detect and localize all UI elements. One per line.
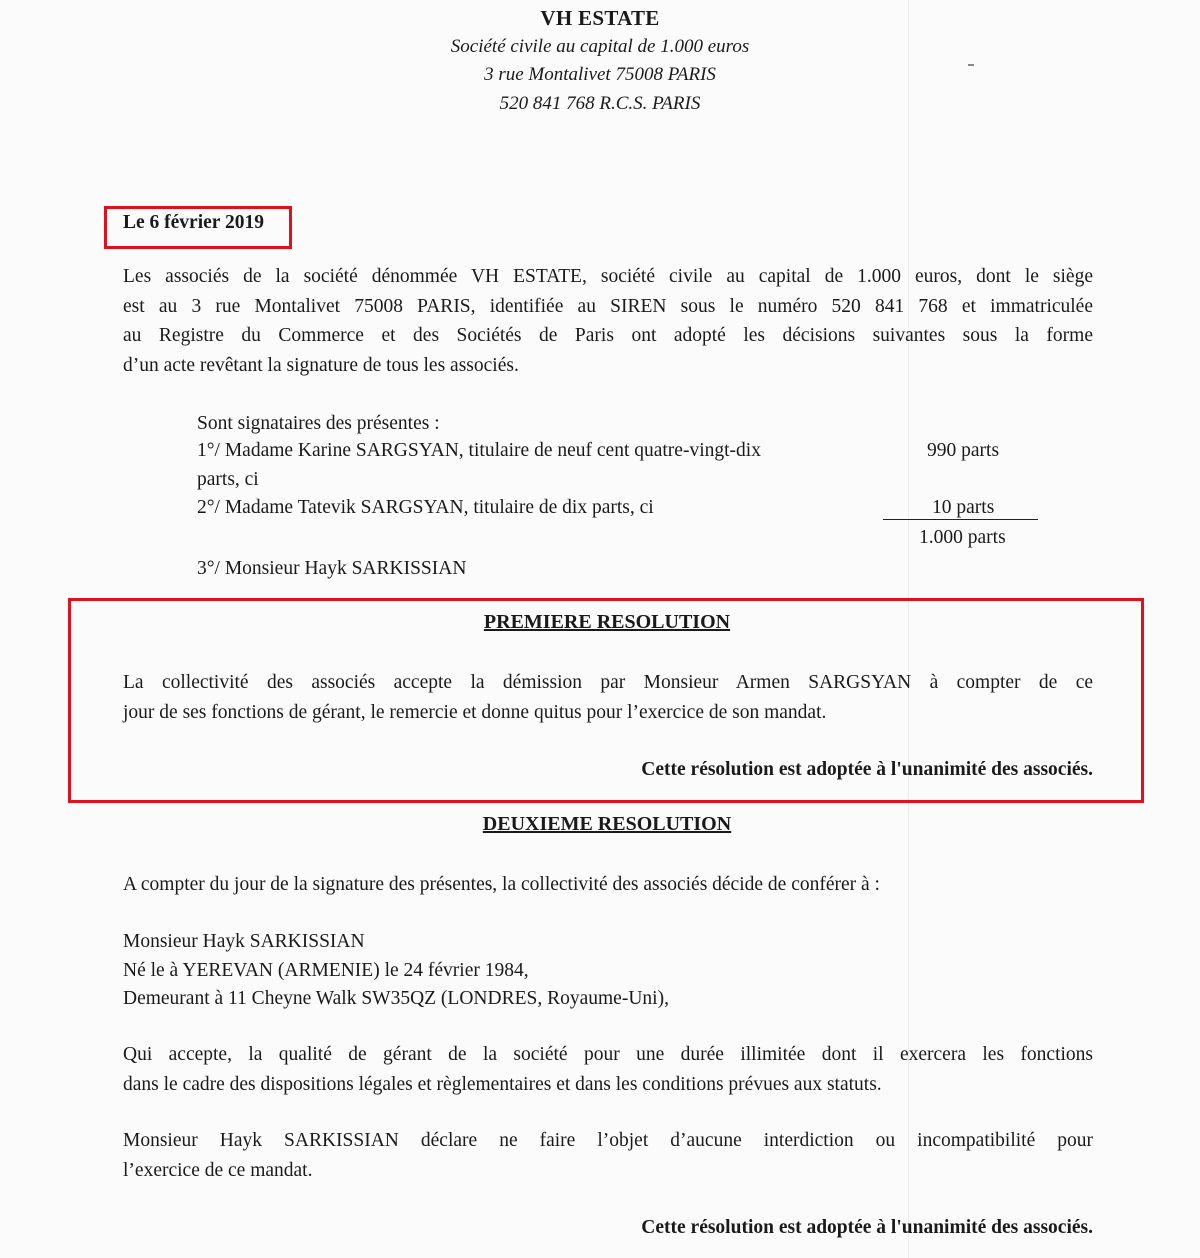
signatory-1-line2: parts, ci <box>197 469 259 490</box>
resolution-1-line: La collectivité des associés accepte la démission par Monsieur Armen SARGSYAN à compter de ce <box>123 672 1093 693</box>
intro-line: au Registre du Commerce et des Sociétés de Paris ont adopté les décisions suivantes sous la forme <box>123 325 1093 346</box>
resolution-1-adopted: Cette résolution est adoptée à l'unanimité des associés. <box>641 759 1093 780</box>
signatory-2-parts: 10 parts <box>932 497 995 518</box>
acceptance-paragraph <box>123 1040 1093 1099</box>
signatories-heading: Sont signataires des présentes : <box>197 413 440 434</box>
resolution-2-adopted: Cette résolution est adoptée à l'unanimité des associés. <box>641 1217 1093 1238</box>
company-legal-form: Société civile au capital de 1.000 euros <box>450 36 750 57</box>
resolution-2-title: DEUXIEME RESOLUTION <box>482 813 732 835</box>
resolution-1-body <box>123 668 1093 727</box>
signatory-3: 3°/ Monsieur Hayk SARKISSIAN <box>197 558 467 579</box>
signatory-2: 2°/ Madame Tatevik SARGSYAN, titulaire de dix parts, ci <box>197 497 654 518</box>
parts-total: 1.000 parts <box>919 527 1006 548</box>
resolution-1-line: jour de ses fonctions de gérant, le remercie et donne quitus pour l’exercice de son mandat. <box>123 701 827 723</box>
acceptance-line: dans le cadre des dispositions légales et règlementaires et dans les conditions prévues aux statuts. <box>123 1073 882 1095</box>
declaration-line: Monsieur Hayk SARKISSIAN déclare ne faire l’objet d’aucune interdiction ou incompatibilité pour <box>123 1130 1093 1151</box>
resolution-2-intro: A compter du jour de la signature des présentes, la collectivité des associés décide de conférer à : <box>123 874 880 895</box>
signatory-1-parts: 990 parts <box>927 440 1000 461</box>
manager-address: Demeurant à 11 Cheyne Walk SW35QZ (LONDRES, Royaume-Uni), <box>123 988 669 1009</box>
intro-paragraph <box>123 262 1093 380</box>
total-rule <box>883 519 1038 520</box>
manager-birth: Né le à YEREVAN (ARMENIE) le 24 février 1984, <box>123 960 529 981</box>
manager-name: Monsieur Hayk SARKISSIAN <box>123 931 365 952</box>
acceptance-line: Qui accepte, la qualité de gérant de la société pour une durée illimitée dont il exercera les fonctions <box>123 1044 1093 1065</box>
intro-line: Les associés de la société dénommée VH ESTATE, société civile au capital de 1.000 euros, dont le siège <box>123 266 1093 287</box>
declaration-line: l’exercice de ce mandat. <box>123 1159 313 1181</box>
company-address: 3 rue Montalivet 75008 PARIS <box>484 64 716 85</box>
company-registration: 520 841 768 R.C.S. PARIS <box>499 93 701 114</box>
resolution-1-title: PREMIERE RESOLUTION <box>483 611 731 633</box>
intro-line: d’un acte revêtant la signature de tous les associés. <box>123 354 519 376</box>
signatory-1-line1: 1°/ Madame Karine SARGSYAN, titulaire de neuf cent quatre-vingt-dix <box>197 440 761 461</box>
company-name: VH ESTATE <box>540 6 660 30</box>
document-date: Le 6 février 2019 <box>123 212 264 233</box>
declaration-paragraph <box>123 1126 1093 1185</box>
intro-line: est au 3 rue Montalivet 75008 PARIS, identifiée au SIREN sous le numéro 520 841 768 et immatriculée <box>123 295 1093 317</box>
